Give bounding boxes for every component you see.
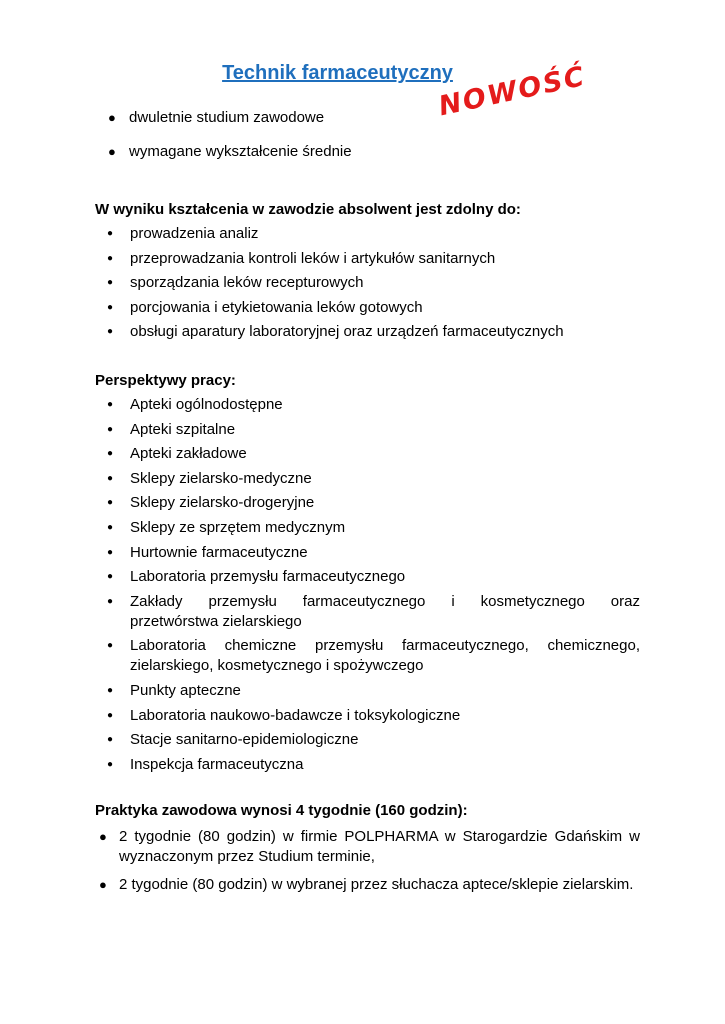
- list-item: ● obsługi aparatury laboratoryjnej oraz urządzeń farmaceutycznych: [107, 323, 564, 341]
- bullet-icon: ●: [107, 758, 114, 770]
- bullet-icon: ●: [107, 640, 114, 652]
- list-item: ● 2 tygodnie (80 godzin) w wybranej przez słuchacza aptece/sklepie zielarskim.: [99, 876, 634, 893]
- list-item: ● Laboratoria naukowo-badawcze i toksykologiczne: [107, 706, 461, 724]
- bullet-icon: ●: [99, 829, 107, 844]
- list-item: ● Sklepy zielarsko-medyczne: [107, 469, 312, 487]
- list-item: ● Sklepy zielarsko-drogeryjne: [107, 494, 315, 512]
- list-item: ● przeprowadzania kontroli leków i artykułów sanitarnych: [107, 249, 496, 267]
- bullet-icon: ●: [107, 595, 114, 607]
- bullet-icon: ●: [107, 709, 114, 721]
- bullet-icon: ●: [107, 423, 114, 435]
- list-item: ● Apteki ogólnodostępne: [107, 396, 283, 413]
- bullet-icon: ●: [107, 277, 114, 289]
- list-item: ● prowadzenia analiz: [107, 225, 259, 242]
- bullet-icon: ●: [107, 228, 114, 239]
- bullet-icon: ●: [108, 110, 116, 125]
- bullet-icon: ●: [107, 571, 114, 583]
- practice-section: [95, 801, 640, 903]
- list-item: ● wymagane wykształcenie średnie: [108, 143, 352, 160]
- list-item: ● Sklepy ze sprzętem medycznym: [107, 518, 346, 536]
- intro-section: [95, 108, 640, 176]
- list-item: ● porcjowania i etykietowania leków gotowych: [107, 298, 423, 316]
- list-item: ● Hurtownie farmaceutyczne: [107, 543, 308, 561]
- jobs-section: [95, 371, 640, 779]
- list-item: ● sporządzania leków recepturowych: [107, 274, 364, 292]
- bullet-icon: ●: [107, 546, 114, 558]
- bullet-icon: ●: [107, 472, 114, 484]
- new-badge: NOWOŚĆ: [436, 60, 589, 123]
- jobs-heading: Perspektywy pracy:: [95, 372, 236, 389]
- list-item: ● 2 tygodnie (80 godzin) w firmie POLPHARMA w Starogardzie Gdańskim w wyznaczonym przez Studium terminie,: [99, 828, 640, 865]
- page-title: Technik farmaceutyczny: [222, 62, 453, 84]
- list-item: ● Stacje sanitarno-epidemiologiczne: [107, 731, 359, 749]
- bullet-icon: ●: [107, 684, 114, 696]
- bullet-icon: ●: [99, 877, 107, 892]
- bullet-icon: ●: [107, 734, 114, 746]
- list-item: ● Inspekcja farmaceutyczna: [107, 755, 304, 773]
- skills-heading: W wyniku kształcenia w zawodzie absolwent jest zdolny do:: [95, 201, 521, 218]
- list-item: ● dwuletnie studium zawodowe: [108, 109, 325, 126]
- list-item: ● Punkty apteczne: [107, 681, 241, 699]
- bullet-icon: ●: [108, 144, 116, 159]
- bullet-icon: ●: [107, 497, 114, 509]
- list-item: ● Zakłady przemysłu farmaceutycznego i kosmetycznego oraz przetwórstwa zielarskiego: [107, 592, 640, 630]
- list-item: ● Apteki zakładowe: [107, 445, 247, 463]
- list-item: ● Laboratoria przemysłu farmaceutycznego: [107, 568, 406, 586]
- skills-section: [95, 200, 640, 347]
- bullet-icon: ●: [107, 448, 114, 460]
- bullet-icon: ●: [107, 326, 114, 338]
- bullet-icon: ●: [107, 252, 114, 264]
- bullet-icon: ●: [107, 301, 114, 313]
- bullet-icon: ●: [107, 521, 114, 533]
- practice-heading: Praktyka zawodowa wynosi 4 tygodnie (160 godzin):: [95, 802, 468, 819]
- bullet-icon: ●: [107, 399, 114, 410]
- list-item: ● Apteki szpitalne: [107, 420, 236, 438]
- list-item: ● Laboratoria chemiczne przemysłu farmaceutycznego, chemicznego, zielarskiego, kosmetycznego i spożywczego: [107, 637, 640, 675]
